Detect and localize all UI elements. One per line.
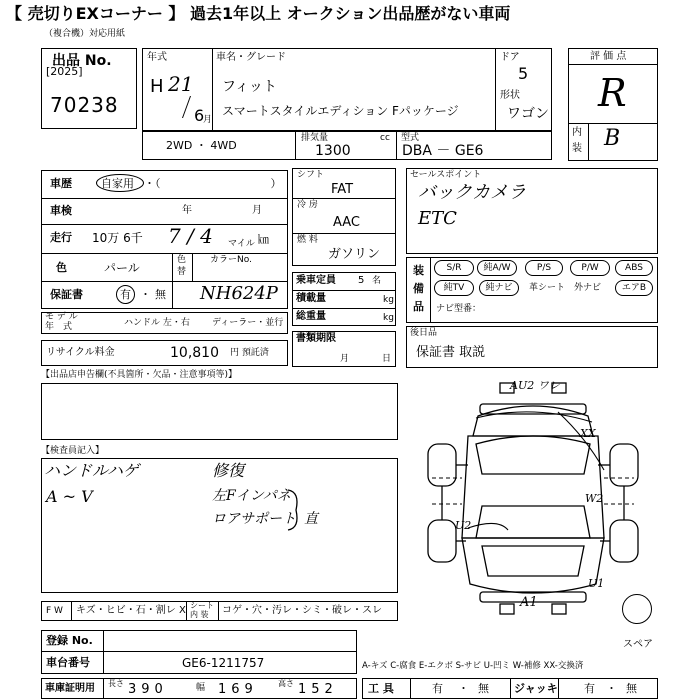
width-value: 169 [218, 682, 258, 697]
inspector-line-1: ハンドルハゲ [44, 461, 139, 480]
jack-none: 無 [626, 682, 637, 695]
equip-ps: P/S [525, 260, 563, 276]
warranty-none: 無 [155, 288, 166, 301]
equipment-label-1: 装 [413, 264, 424, 277]
displacement-unit: cc [380, 133, 390, 143]
equip-abs: ABS [615, 260, 653, 276]
legend: A-キズ C-腐食 E-エクボ S-サビ U-凹ミ W-補修 XX-交換済 [362, 661, 584, 671]
length-label: 長さ [108, 679, 124, 688]
model-value: DBA － GE6 [402, 143, 484, 159]
color-no-value: NH624P [200, 283, 278, 304]
shape-value: ワゴン [507, 106, 549, 122]
lot-year-tag: [2025] [46, 65, 83, 78]
door-value: 5 [518, 64, 529, 83]
lot-number: 70238 [50, 93, 119, 117]
inspection-month-label: 月 [252, 205, 262, 216]
inspector-line-3: 修復 [212, 461, 245, 480]
warranty-label: 保証書 [50, 288, 83, 301]
grade-label: 評 価 点 [590, 51, 627, 62]
seller-notes-label: 【出品店申告欄(不具箇所・欠品・注意事項等)】 [41, 370, 238, 380]
displacement-value: 1300 [315, 143, 351, 159]
aircon-label: 冷 房 [297, 200, 318, 210]
period-label: 書類期限 [296, 333, 336, 344]
tools-label: 工 具 [368, 682, 394, 695]
height-value: 152 [298, 682, 338, 697]
shift-label: シフト [297, 170, 325, 180]
period-day: 日 [382, 354, 392, 364]
fuel-value: ガソリン [328, 247, 381, 262]
equip-navi: 純ナビ [479, 280, 519, 296]
sales-point-line1: バックカメラ [418, 182, 526, 203]
sales-point-line2: ETC [418, 208, 457, 229]
seat-label-2: 内 装 [190, 610, 209, 619]
inspector-line-2: A ~ V [46, 487, 93, 506]
nenshiki-label: 年式 [147, 52, 167, 63]
gross-label: 総重量 [296, 311, 326, 322]
nenshiki-month-unit: 月 [203, 115, 213, 125]
warranty-has: 有 [120, 288, 131, 301]
interior-label-1: 内 [572, 127, 582, 138]
gross-unit: kg [383, 313, 394, 323]
seller-notes-box [41, 383, 398, 440]
shape-label: 形状 [500, 90, 520, 101]
door-label: ドア [500, 52, 520, 63]
seat-items: コゲ・穴・汚レ・シミ・破レ・スレ [222, 605, 382, 616]
equip-ext-navi: 外ナビ [574, 283, 602, 293]
equip-leather: 革シート [529, 283, 566, 293]
steering: ハンドル 左・右 [124, 318, 190, 328]
inspection-year-label: 年 [182, 205, 192, 216]
nenshiki-era: H [150, 76, 164, 97]
width-label: 幅 [196, 683, 206, 693]
fuel-label: 燃 料 [297, 235, 318, 245]
equip-tv: 純TV [434, 280, 474, 296]
model-label: 型式 [401, 133, 420, 143]
capacity-unit: 名 [372, 276, 382, 286]
fw-label: F W [46, 606, 63, 616]
navi-label: ナビ型番： [436, 304, 482, 314]
car-damage-diagram [408, 378, 658, 618]
warranty-sep: ・ [140, 288, 151, 301]
history-rest: ・（ ） [144, 177, 282, 190]
color-change-1: 色 [177, 255, 187, 265]
jack-label: ジャッキ [514, 682, 558, 695]
nenshiki-year: 21 [168, 72, 194, 96]
bracket-mark [286, 488, 302, 532]
capacity-label: 乗車定員 [296, 275, 336, 286]
chassis-value: GE6-1211757 [182, 656, 265, 670]
tools-has: 有 [432, 682, 443, 695]
inspector-line-4: 左Fインパネ [212, 488, 291, 504]
tools-sep: ・ [458, 682, 469, 695]
capacity-value: 5 [358, 275, 365, 286]
color-value: パール [104, 261, 140, 275]
nenshiki-month: 6 [194, 106, 205, 125]
inspector-line-6: 直 [304, 511, 318, 527]
damage-au2: AU2 ワレ [510, 379, 560, 392]
model-year-label-2: 年 式 [45, 322, 73, 332]
mileage-digits: 7 / 4 [168, 224, 213, 248]
postscript-value: 保証書 取説 [416, 345, 486, 360]
length-value: 390 [128, 682, 168, 697]
equipment-label-2: 備 [413, 282, 424, 295]
equipment-label-3: 品 [413, 300, 424, 313]
load-unit: kg [383, 295, 394, 305]
model-year-label-1: モ デ ル [45, 312, 78, 322]
car-grade: スマートスタイルエディション Fパッケージ [222, 104, 459, 118]
inspector-label: 【検査員記入】 [41, 446, 105, 456]
jack-sep: ・ [606, 682, 617, 695]
equip-aw: 純A/W [477, 260, 517, 276]
seat-label-1: シート [190, 601, 214, 610]
inspector-line-5: ロアサポート [212, 511, 296, 527]
equip-sr: S/R [434, 260, 474, 276]
inspection-label: 車検 [50, 204, 72, 217]
interior-score: B [604, 126, 621, 151]
damage-w2: W2 [585, 492, 604, 505]
height-label: 高さ [278, 679, 294, 688]
car-name: フィット [222, 79, 277, 95]
color-label: 色 [56, 261, 67, 274]
chassis-label: 車台番号 [46, 656, 90, 669]
drive-text: 2WD ・ 4WD [166, 139, 237, 152]
fw-items: キズ・ヒビ・石・割レ X [76, 605, 186, 616]
recycle-label: リサイクル料金 [46, 347, 115, 358]
recycle-unit: 円 預託済 [230, 348, 269, 358]
size-label: 車庫証明用 [45, 683, 95, 694]
car-name-label: 車名・グレード [216, 52, 286, 63]
mileage-unit: マイル [228, 239, 255, 249]
recycle-value: 10,810 [170, 345, 219, 361]
jack-has: 有 [584, 682, 595, 695]
lot-label: 出品 No. [52, 53, 112, 69]
aircon-value: AAC [333, 215, 360, 230]
tools-none: 無 [478, 682, 489, 695]
header-title: 【 売切りEXコーナー 】 過去1年以上 オークション出品歴がない車両 [6, 4, 511, 23]
equip-pw: P/W [570, 260, 610, 276]
sales-point-label: セールスポイント [410, 170, 482, 180]
interior-label-2: 装 [572, 143, 582, 154]
mileage-suffix: ㎞ [258, 233, 269, 246]
damage-a1: A1 [520, 595, 538, 610]
mileage-label: 走行 [50, 231, 72, 244]
dealer: ディーラー・並行 [212, 318, 284, 328]
postscript-label: 後日品 [410, 328, 438, 338]
color-no-label: カラーNo. [210, 255, 252, 265]
mileage-prefix: 10万 6千 [92, 231, 143, 245]
displacement-label: 排気量 [301, 133, 329, 143]
sub-note: （複合機）対応用紙 [44, 29, 126, 39]
history-value: 自家用 [101, 177, 134, 190]
registration-label: 登録 No. [46, 634, 93, 647]
history-label: 車歴 [50, 177, 72, 190]
damage-u2: U2 [455, 519, 472, 532]
equip-airbag: エアB [615, 280, 653, 296]
spare-icon [622, 594, 652, 624]
shift-value: FAT [331, 182, 354, 197]
damage-u1: U1 [588, 577, 605, 590]
load-label: 積載量 [296, 293, 326, 304]
damage-xx: XX [580, 427, 596, 440]
grade-score: R [598, 71, 627, 115]
spare-label: スペア [623, 639, 653, 650]
color-change-2: 替 [177, 267, 187, 277]
period-month: 月 [340, 354, 350, 364]
